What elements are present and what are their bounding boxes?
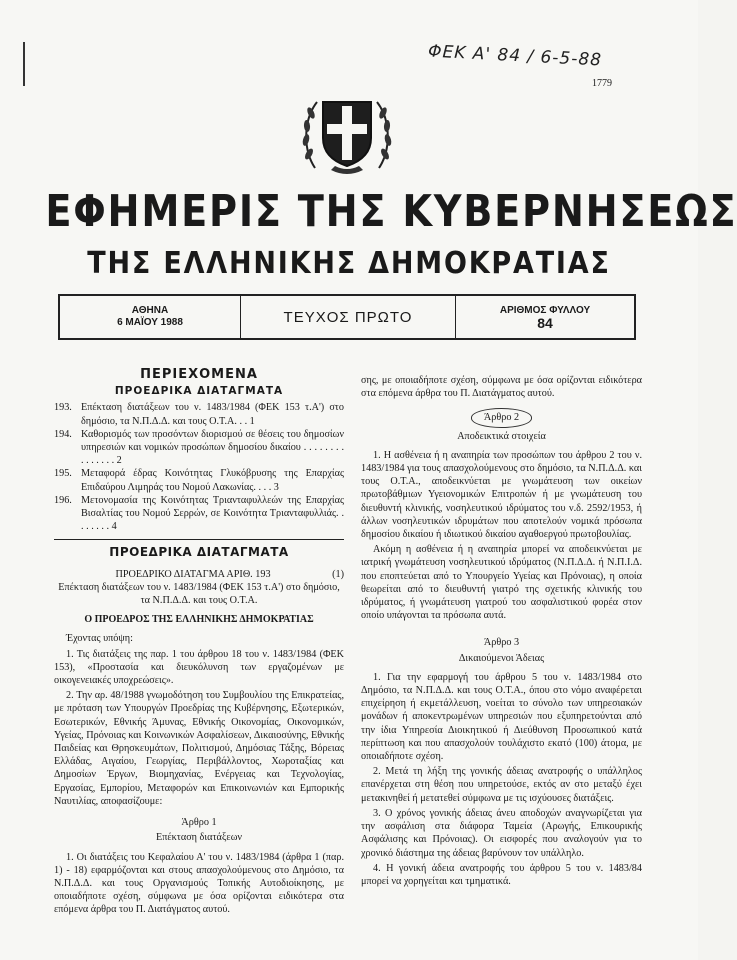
article-3-paragraph: 1. Για την εφαρμογή του άρθρου 5 του ν. 1483/1984 στο Δημόσιο, τα Ν.Π.Δ.Δ. και τους Ο.Τ.Α., όπου στο νόμο αναφέρεται επιχείρηση ή εκμετάλλευση, νοείται το σύνολο των υπηρεσιακών μονάδων ή αποκεντρωμένων υπηρεσιών που εξυπηρετούνται από την ίδια Υπηρεσία Διοικητικού ή Διεύθυνση Προσωπικού κατά περίπτωση και που απασχολούν τουλάχιστο εκατό (100) άτομα, με οποιαδήποτε σχέση. — [361, 671, 642, 763]
issue-header-box — [58, 294, 636, 340]
toc-item[interactable]: 193. Επέκταση διατάξεων του ν. 1483/1984 (ΦΕΚ 153 τ.Α') στο δημόσιο, τα Ν.Π.Δ.Δ. και τους Ο.Τ.Α. . . 1 — [54, 402, 344, 427]
article-3-title: Δικαιούμενοι Άδειας — [458, 652, 545, 664]
article-2-title: Αποδεικτικά στοιχεία — [457, 430, 546, 442]
left-column — [54, 367, 344, 916]
issue-date: 6 ΜΑΪΟΥ 1988 — [117, 317, 183, 328]
article-3-heading: Άρθρο 3 — [483, 637, 520, 649]
article-1-heading: Άρθρο 1 — [181, 817, 217, 829]
president-line: Ο ΠΡΟΕΔΡΟΣ ΤΗΣ ΕΛΛΗΝΙΚΗΣ ΔΗΜΟΚΡΑΤΙΑΣ — [84, 614, 314, 626]
contents-subheading: ΠΡΟΕΔΡΙΚΑ ΔΙΑΤΑΓΜΑΤΑ — [114, 385, 284, 398]
toc-item[interactable]: 195. Μεταφορά έδρας Κοινότητας Γλυκόβρυσης της Επαρχίας Επιδαύρου Λιμηράς του Νομού Λακωνίας. . . . 3 — [54, 468, 344, 493]
issue-place-date — [60, 296, 241, 338]
considering: Έχοντας υπόψη: — [66, 633, 133, 645]
article-3-paragraph: 3. Ο χρόνος γονικής άδειας άνευ αποδοχών αναγνωρίζεται για την ασφάλιση στα διάφορα Ταμεία (Αρωγής, Επικουρικής Ασφάλισης και Πρόνοιας). Οι εισφορές που αναλογούν για το χρονικό διάστημα της άδειας βαρύνουν τον υπάλληλο. — [361, 807, 642, 859]
page-number: 1779 — [592, 78, 612, 89]
article-1-title: Επέκταση διατάξεων — [155, 832, 243, 844]
article-2-heading: Άρθρο 2 — [361, 408, 642, 427]
decree-number-line: ΠΡΟΕΔΡΙΚΟ ΔΙΑΤΑΓΜΑ ΑΡΙΘ. 193 (1) — [115, 568, 344, 580]
article-3-paragraph: 4. Η γονική άδεια ανατροφής του άρθρου 5 του ν. 1483/84 μπορεί να χορηγείται και τμηματικά. — [361, 862, 642, 887]
decrees-section-heading: ΠΡΟΕΔΡΙΚΑ ΔΙΑΤΑΓΜΑΤΑ — [109, 545, 289, 560]
article-2-paragraph: 1. Η ασθένεια ή η αναπηρία των προσώπων του άρθρου 2 του ν. 1483/1984 για τους απασχολούμενους στο δημόσιο, τα Ν.Π.Δ.Δ. και τους Ο.Τ.Α., αποδεικνύεται με γνωμάτευση των οικείων πρωτοβάθμιων Υγειονομικών Επιτροπών ή με γνωμάτευση του διευθυντή κλινικής, νοσηλευτικού ιδρύματος του ν.δ. 2592/1953, ή άλλων νοσηλευτικών ιδρυμάτων που αποτελούν νομικά πρόσωπα δημοσίου δικαίου ή ιδιωτικού δικαίου αγαθοεργού πρωτοβουλίας. — [361, 449, 642, 541]
decree-title: Επέκταση διατάξεων του ν. 1483/1984 (ΦΕΚ 153 τ.Α') στο δημόσιο, τα Ν.Π.Δ.Δ. και τους Ο.Τ.Α. — [58, 581, 340, 607]
issue-volume: ΤΕΥΧΟΣ ΠΡΩΤΟ — [241, 296, 456, 338]
sheet-label: ΑΡΙΘΜΟΣ ΦΥΛΛΟΥ — [499, 305, 591, 316]
article-1-continuation: σης, με οποιαδήποτε σχέση, σύμφωνα με όσα ορίζονται ειδικότερα στα επόμενα άρθρα του Π. Διατάγματος αυτού. — [361, 375, 642, 400]
issue-place: ΑΘΗΝΑ — [131, 305, 169, 316]
right-column — [361, 374, 642, 890]
divider — [54, 539, 344, 540]
decree-paragraph: 2. Την αρ. 48/1988 γνωμοδότηση του Συμβουλίου της Επικρατείας, με πρόταση των Υπουργών Προεδρίας της Κυβέρνησης, Εξωτερικών, Εσωτερικών, Εθνικής Άμυνας, Εθνικής Οικονομίας, Οικονομικών, Υγείας, Πρόνοιας και Κοινωνικών Ασφαλίσεων, Δικαιοσύνης, Εθνικής Παιδείας και Θρησκευμάτων, Πολιτισμού, Δημόσιας Τάξης, Βόρειας Ελλάδας, Αιγαίου, Γεωργίας, Περιβάλλοντος, Χωροταξίας και Δημοσίων Έργων, Βιομηχανίας, Ενέργειας και Τεχνολογίας, Εργασίας, Εμπορίου, Μεταφορών και Επικοινωνιών και Εμπορικής Ναυτιλίας, αποφασίζουμε: — [54, 690, 344, 807]
article-2-paragraph: Ακόμη η ασθένεια ή η αναπηρία μπορεί να αποδεικνύεται με ιατρική γνωμάτευση νοσηλευτικού ιδρύματος (Ν.Π.Δ.Δ. ή Ν.Π.Ι.Δ. που εποπτεύεται από το Υπουργείο Υγείας και Πρόνοιας), η οποία θεωρείται από το διευθυντή γιατρό της σχετικής κλινικής του ιδρύματος, ή γνωμάτευση γιατρού του ασφαλιστικού φορέα στον οποίο υπάγονται τα πρόσωπα αυτά. — [361, 544, 642, 622]
coat-of-arms-icon — [295, 80, 399, 184]
margin-mark — [23, 42, 25, 86]
toc-item[interactable]: 194. Καθορισμός των προσόντων διορισμού σε θέσεις του δημοσίων υπηρεσιών και νομικών προσώπων δημοσίου δικαίου . . . . . . . . . . . . . . . 2 — [54, 428, 344, 467]
decree-paragraph: 1. Τις διατάξεις της παρ. 1 του άρθρου 18 του ν. 1483/1984 (ΦΕΚ 153), «Προστασία και διευκόλυνση των εργαζομένων με οικογενειακές υποχρεώσεις». — [54, 648, 344, 687]
sheet-number: 84 — [537, 315, 553, 331]
toc-item[interactable]: 196. Μετονομασία της Κοινότητας Τριανταφυλλεών της Επαρχίας Βισαλτίας του Νομού Σερρών, σε Κοινότητα Τριανταφυλλιάς. . . . . . . . 4 — [54, 494, 344, 533]
gazette-title: ΕΦΗΜΕΡΙΣ ΤΗΣ ΚΥΒΕΡΝΗΣΕΩΣ — [45, 186, 737, 237]
handwritten-note: ΦΕΚ Α' 84 / 6-5-88 — [427, 41, 603, 71]
article-1-paragraph: 1. Οι διατάξεις του Κεφαλαίου Α' του ν. 1483/1984 (άρθρα 1 (παρ. 1) - 18) εφαρμόζονται και στους απασχολούμενους στο Δημόσιο, τα Ν.Π.Δ.Δ. και τους Οργανισμούς Τοπικής Αυτοδιοίκησης, με οποιαδήποτε σχέση, σύμφωνα με όσα ορίζονται ειδικότερα στα επόμενα άρθρα του Π. Διατάγματος αυτού. — [54, 851, 344, 916]
contents-heading: ΠΕΡΙΕΧΟΜΕΝΑ — [140, 367, 258, 382]
article-3-paragraph: 2. Μετά τη λήξη της γονικής άδειας ανατροφής ο υπάλληλος επανέρχεται στη θέση που υπηρετούσε, εκτός αν στο μεταξύ έχει μετακινηθεί ή μετατεθεί σύμφωνα με τις ισχύουσες διατάξεις. — [361, 766, 642, 804]
gazette-subtitle: ΤΗΣ ΕΛΛΗΝΙΚΗΣ ΔΗΜΟΚΡΑΤΙΑΣ — [87, 246, 611, 281]
issue-sheet — [456, 296, 634, 338]
